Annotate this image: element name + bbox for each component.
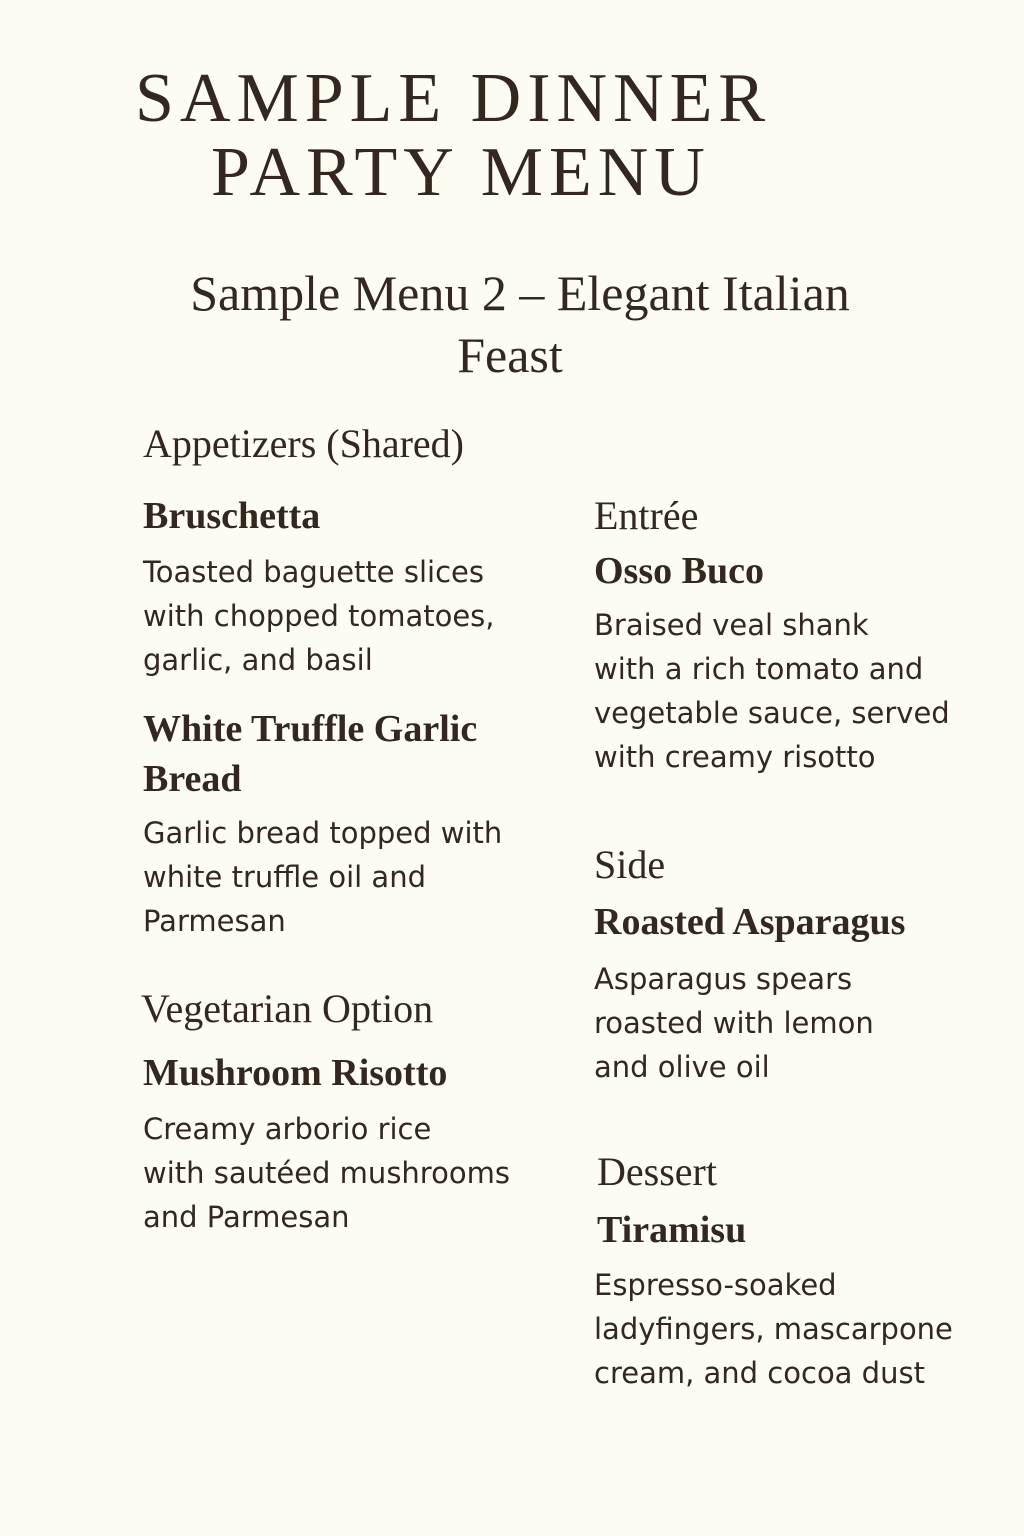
dish-description-mushroom-risotto: Creamy arborio rice with sautéed mushrooms and Parmesan: [143, 1112, 510, 1234]
vegetarian-option-heading: Vegetarian Option: [141, 986, 434, 1031]
menu-title-line-2: PARTY MENU: [211, 134, 711, 211]
dish-description-osso-buco: Braised veal shank with a rich tomato and vegetable sauce, served with creamy risotto: [594, 608, 950, 774]
side-heading: Side: [594, 842, 666, 887]
dish-name-mushroom-risotto: Mushroom Risotto: [143, 1052, 448, 1094]
dish-description-white-truffle-garlic-bread: Garlic bread topped with white truffle oil and Parmesan: [143, 816, 503, 938]
dish-description-bruschetta: Toasted baguette slices with chopped tomatoes, garlic, and basil: [143, 555, 495, 677]
menu-subtitle-line-1: Sample Menu 2 – Elegant Italian: [190, 265, 850, 321]
dish-description-roasted-asparagus: Asparagus spears roasted with lemon and olive oil: [594, 962, 874, 1084]
dish-name-tiramisu: Tiramisu: [597, 1209, 747, 1251]
menu-subtitle-line-2: Feast: [457, 327, 563, 383]
entree-heading: Entrée: [594, 493, 699, 538]
menu-title-line-1: SAMPLE DINNER: [135, 60, 772, 137]
dish-name-white-truffle-garlic-bread: White Truffle Garlic Bread: [143, 708, 478, 800]
dish-description-tiramisu: Espresso-soaked ladyfingers, mascarpone cream, and cocoa dust: [594, 1268, 953, 1390]
dish-name-osso-buco: Osso Buco: [594, 550, 764, 592]
appetizers-heading: Appetizers (Shared): [143, 421, 464, 466]
dish-name-roasted-asparagus: Roasted Asparagus: [594, 901, 906, 943]
dish-name-bruschetta: Bruschetta: [143, 495, 321, 537]
dessert-heading: Dessert: [597, 1149, 717, 1194]
